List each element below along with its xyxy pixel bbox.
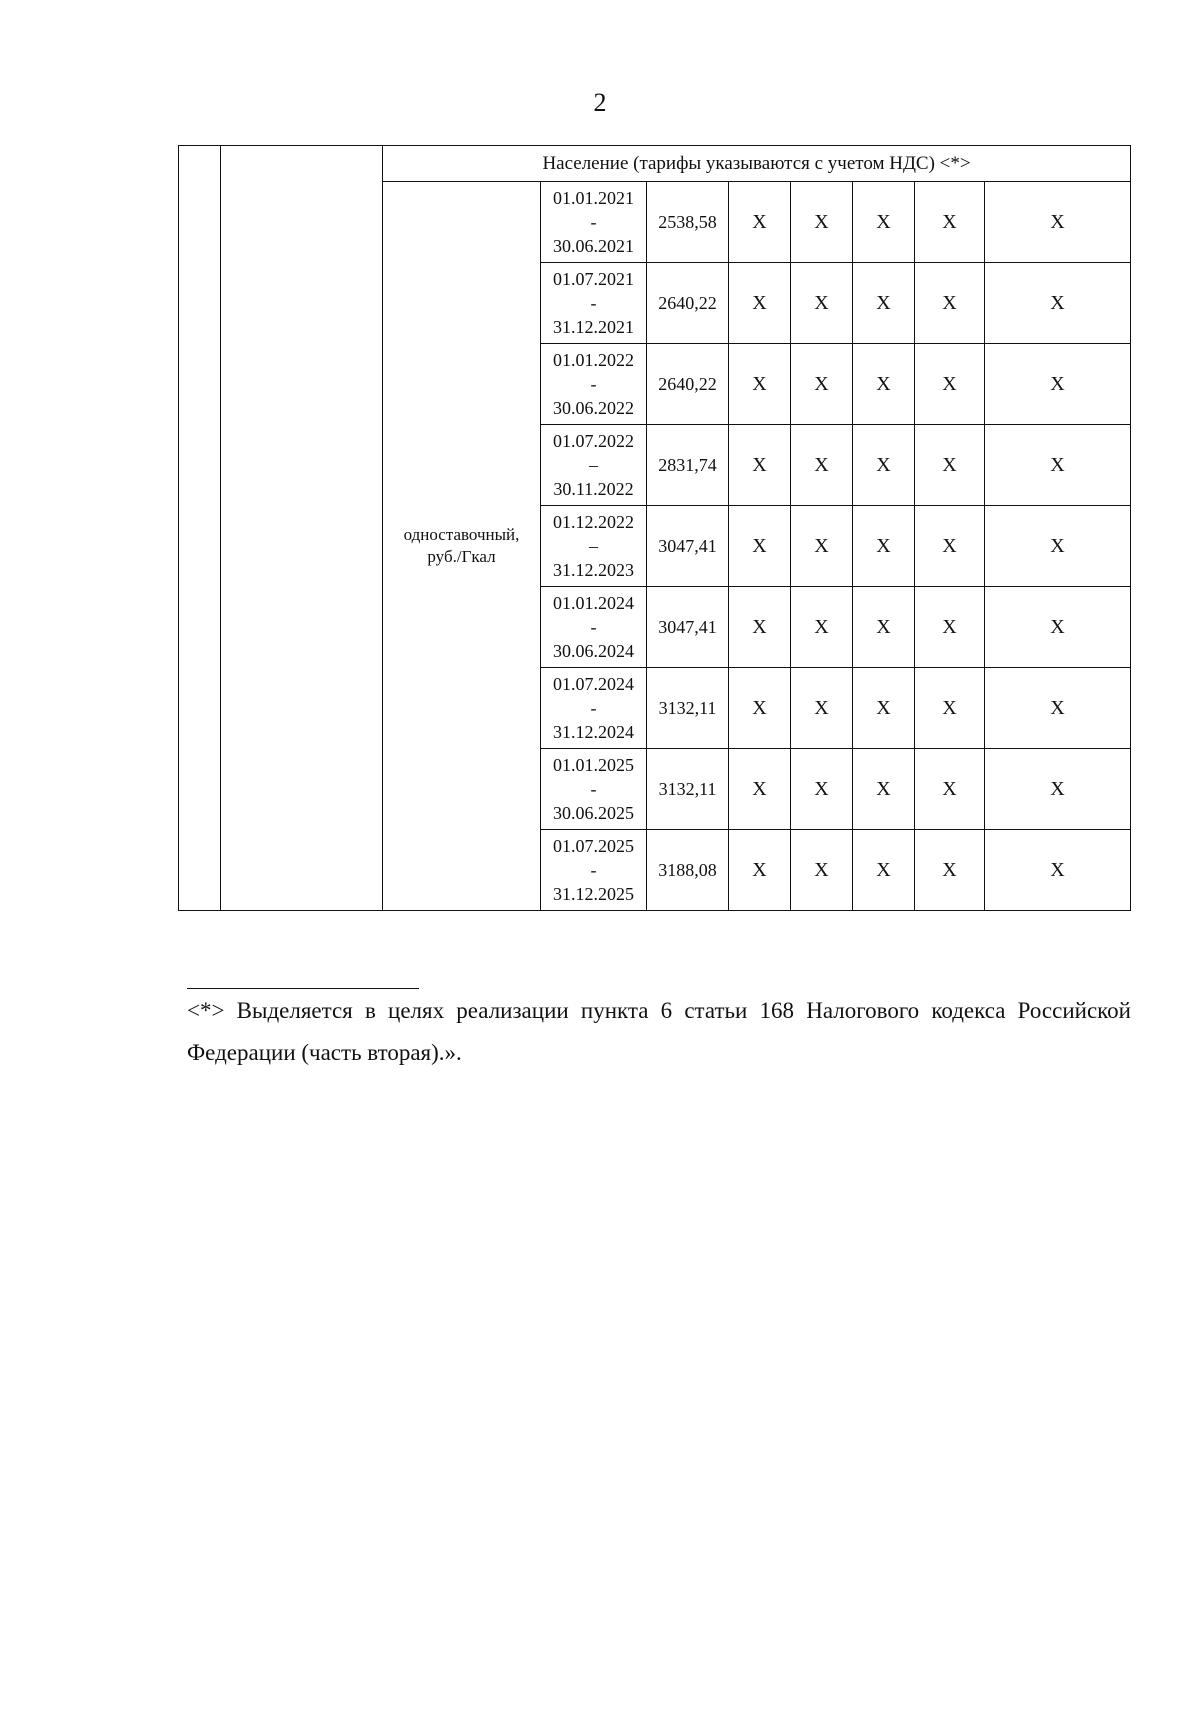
tariff-value: 2831,74	[647, 425, 729, 506]
period-start: 01.07.2021	[553, 269, 634, 289]
period-start: 01.01.2025	[553, 755, 634, 775]
not-applicable-mark: X	[791, 668, 853, 749]
not-applicable-mark: X	[791, 506, 853, 587]
not-applicable-mark: X	[915, 263, 985, 344]
period-end: 31.12.2023	[553, 560, 634, 580]
not-applicable-mark: X	[729, 506, 791, 587]
not-applicable-mark: X	[915, 668, 985, 749]
footnote: <*> Выделяется в целях реализации пункта 6 статьи 168 Налогового кодекса Российской Федерации (часть вторая).».	[187, 998, 1131, 1065]
period-separator: -	[590, 374, 597, 394]
period-start: 01.01.2024	[553, 593, 634, 613]
not-applicable-mark: X	[985, 587, 1131, 668]
not-applicable-mark: X	[791, 344, 853, 425]
not-applicable-mark: X	[985, 749, 1131, 830]
not-applicable-mark: X	[791, 263, 853, 344]
not-applicable-mark: X	[729, 830, 791, 911]
not-applicable-mark: X	[853, 830, 915, 911]
period-end: 30.06.2025	[553, 803, 634, 823]
not-applicable-mark: X	[853, 668, 915, 749]
not-applicable-mark: X	[853, 749, 915, 830]
period-separator: -	[590, 617, 597, 637]
period-cell	[541, 749, 647, 830]
footnote-rule	[187, 988, 419, 989]
period-start: 01.01.2022	[553, 350, 634, 370]
not-applicable-mark: X	[791, 587, 853, 668]
period-separator: -	[590, 293, 597, 313]
period-cell	[541, 668, 647, 749]
period-cell	[541, 587, 647, 668]
tariff-value: 2538,58	[647, 182, 729, 263]
not-applicable-mark: X	[729, 587, 791, 668]
tariff-value: 3132,11	[647, 668, 729, 749]
not-applicable-mark: X	[791, 749, 853, 830]
period-end: 30.11.2022	[553, 479, 634, 499]
period-start: 01.07.2022	[553, 431, 634, 451]
not-applicable-mark: X	[915, 425, 985, 506]
period-end: 30.06.2021	[553, 236, 634, 256]
section-title: Население (тарифы указываются с учетом НДС) <*>	[383, 146, 1131, 182]
empty-column-1	[179, 146, 221, 911]
not-applicable-mark: X	[791, 182, 853, 263]
not-applicable-mark: X	[729, 749, 791, 830]
table-header-row	[179, 146, 1131, 182]
tariff-value: 3132,11	[647, 749, 729, 830]
not-applicable-mark: X	[729, 344, 791, 425]
period-separator: -	[590, 698, 597, 718]
not-applicable-mark: X	[985, 182, 1131, 263]
not-applicable-mark: X	[729, 263, 791, 344]
period-separator: –	[589, 455, 598, 475]
tariff-value: 3188,08	[647, 830, 729, 911]
not-applicable-mark: X	[853, 425, 915, 506]
period-end: 31.12.2025	[553, 884, 634, 904]
not-applicable-mark: X	[791, 425, 853, 506]
tariff-value: 2640,22	[647, 344, 729, 425]
not-applicable-mark: X	[915, 182, 985, 263]
not-applicable-mark: X	[985, 668, 1131, 749]
not-applicable-mark: X	[853, 587, 915, 668]
not-applicable-mark: X	[853, 506, 915, 587]
not-applicable-mark: X	[729, 182, 791, 263]
period-cell	[541, 263, 647, 344]
period-start: 01.07.2024	[553, 674, 634, 694]
period-cell	[541, 830, 647, 911]
tariff-value: 3047,41	[647, 506, 729, 587]
not-applicable-mark: X	[791, 830, 853, 911]
rate-type-cell	[383, 182, 541, 911]
period-cell	[541, 506, 647, 587]
period-cell	[541, 182, 647, 263]
period-start: 01.07.2025	[553, 836, 634, 856]
period-start: 01.01.2021	[553, 188, 634, 208]
period-end: 30.06.2022	[553, 398, 634, 418]
not-applicable-mark: X	[985, 263, 1131, 344]
period-separator: –	[589, 536, 598, 556]
tariff-value: 3047,41	[647, 587, 729, 668]
not-applicable-mark: X	[729, 425, 791, 506]
rate-type-line2: руб./Гкал	[427, 547, 496, 566]
period-cell	[541, 344, 647, 425]
not-applicable-mark: X	[915, 587, 985, 668]
not-applicable-mark: X	[985, 506, 1131, 587]
period-separator: -	[590, 779, 597, 799]
not-applicable-mark: X	[915, 830, 985, 911]
not-applicable-mark: X	[915, 344, 985, 425]
not-applicable-mark: X	[729, 668, 791, 749]
not-applicable-mark: X	[853, 182, 915, 263]
period-start: 01.12.2022	[553, 512, 634, 532]
not-applicable-mark: X	[915, 749, 985, 830]
empty-column-2	[221, 146, 383, 911]
tariff-table	[178, 145, 1131, 911]
period-end: 31.12.2021	[553, 317, 634, 337]
not-applicable-mark: X	[985, 830, 1131, 911]
tariff-value: 2640,22	[647, 263, 729, 344]
not-applicable-mark: X	[915, 506, 985, 587]
period-end: 30.06.2024	[553, 641, 634, 661]
period-cell	[541, 425, 647, 506]
period-end: 31.12.2024	[553, 722, 634, 742]
rate-type-line1: одноставочный,	[403, 525, 520, 544]
not-applicable-mark: X	[853, 344, 915, 425]
page-number: 2	[593, 88, 607, 117]
not-applicable-mark: X	[985, 344, 1131, 425]
period-separator: -	[590, 860, 597, 880]
period-separator: -	[590, 212, 597, 232]
not-applicable-mark: X	[853, 263, 915, 344]
not-applicable-mark: X	[985, 425, 1131, 506]
